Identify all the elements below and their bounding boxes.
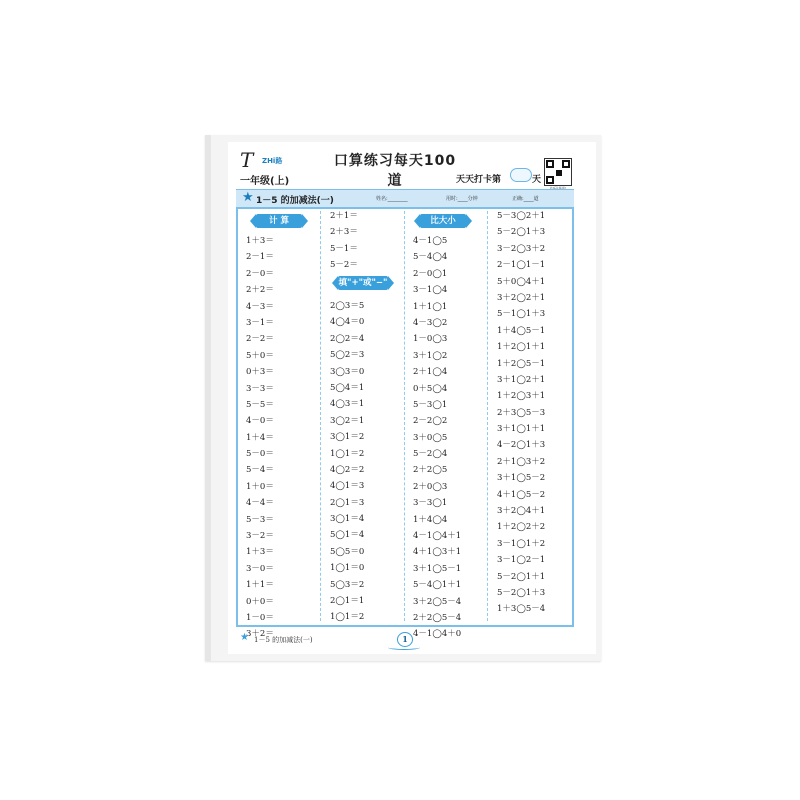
problem-item[interactable]: 4◯2＝2 — [330, 464, 365, 475]
problem-item[interactable]: 5◯4＝1 — [330, 382, 365, 393]
problem-item[interactable]: 2◯2＝4 — [330, 333, 365, 344]
page-number: 1 — [397, 632, 413, 647]
problem-item[interactable]: 1－0＝ — [246, 612, 274, 623]
problem-item[interactable]: 3－1◯2－1 — [497, 555, 546, 566]
problem-item[interactable]: 5－0＝ — [246, 449, 274, 460]
problem-item[interactable]: 3＋2◯4＋1 — [497, 506, 546, 517]
problem-item[interactable]: 1＋3＝ — [246, 236, 274, 246]
brand-mark: T — [240, 148, 254, 172]
problem-item[interactable]: 3◯1＝4 — [330, 514, 365, 525]
problem-item[interactable]: 5－2◯4 — [413, 449, 448, 460]
problem-item[interactable]: 3◯3＝0 — [330, 366, 365, 377]
problem-item[interactable]: 3＋2◯2＋1 — [497, 292, 546, 303]
problem-item[interactable]: 4＋1◯5－2 — [497, 489, 546, 500]
wave-decoration — [388, 645, 420, 650]
checkin-unit: 天 — [532, 175, 542, 185]
cloud-icon — [510, 168, 532, 182]
problem-item[interactable]: 1＋4◯4 — [413, 514, 448, 525]
problem-item[interactable]: 4－1◯4＋0 — [413, 629, 462, 640]
problem-item[interactable]: 2－0◯1 — [413, 268, 448, 279]
problem-item[interactable]: 1＋2◯3＋1 — [497, 391, 546, 402]
problem-item[interactable]: 5－3◯2＋1 — [497, 211, 546, 221]
problem-item[interactable]: 2＋1◯4 — [413, 367, 448, 378]
brand-text: ZHi路 — [262, 157, 283, 165]
problem-item[interactable]: 5－4＝ — [246, 465, 274, 476]
problem-item[interactable]: 4－2◯1＋3 — [497, 440, 546, 451]
problem-item[interactable]: 3◯2＝1 — [330, 415, 365, 426]
problem-item[interactable]: 5＋0◯4＋1 — [497, 276, 546, 287]
problem-item[interactable]: 4－3＝ — [246, 301, 274, 312]
calc-column-2 — [330, 208, 358, 274]
book-edge — [205, 135, 211, 661]
footer-star-icon: ★ — [240, 632, 249, 643]
problem-item[interactable]: 1＋1＝ — [246, 580, 274, 591]
problem-item[interactable]: 4＋1◯3＋1 — [413, 547, 462, 558]
problem-item[interactable]: 2◯3＝5 — [330, 301, 365, 311]
problem-item[interactable]: 3＋1◯2 — [413, 350, 448, 361]
problem-item[interactable]: 2＋3＝ — [330, 227, 358, 238]
problem-item[interactable]: 4◯4＝0 — [330, 317, 365, 328]
footer-lesson: 1－5 的加减法(一) — [254, 636, 313, 644]
problem-item[interactable]: 5◯3＝2 — [330, 579, 365, 590]
problem-item[interactable]: 4◯1＝3 — [330, 481, 365, 492]
score-field[interactable]: 正确:____道 — [512, 196, 539, 202]
problem-item[interactable]: 3＋1◯5－1 — [413, 563, 462, 574]
problem-item[interactable]: 2＋2◯5 — [413, 465, 448, 476]
problem-item[interactable]: 0＋0＝ — [246, 596, 274, 607]
problem-item[interactable]: 1＋4◯5－1 — [497, 325, 546, 336]
lesson-banner — [236, 189, 574, 208]
problem-item[interactable]: 4－3◯2 — [413, 317, 448, 328]
problem-item[interactable]: 2－1＝ — [246, 252, 274, 263]
problem-item[interactable]: 2－0＝ — [246, 268, 274, 279]
problem-item[interactable]: 3－2＝ — [246, 531, 274, 542]
qr-code-icon[interactable] — [544, 158, 572, 186]
problem-item[interactable]: 3－3◯1 — [413, 498, 448, 509]
problem-item[interactable]: 4－1◯5 — [413, 236, 448, 246]
problem-item[interactable]: 3－0＝ — [246, 563, 274, 574]
problem-item[interactable]: 1＋2◯1＋1 — [497, 342, 546, 353]
problem-item[interactable]: 1－0◯3 — [413, 334, 448, 345]
problem-item[interactable]: 3－1＝ — [246, 317, 274, 328]
problem-item[interactable]: 3＋2◯5－4 — [413, 596, 462, 607]
problem-item[interactable]: 3＋0◯5 — [413, 432, 448, 443]
column-divider — [320, 211, 321, 621]
section-fill: 填"+"或"−" — [338, 278, 388, 288]
problem-item[interactable]: 0＋3＝ — [246, 367, 274, 378]
column-divider — [404, 211, 405, 621]
problem-item[interactable]: 5－4◯1＋1 — [413, 580, 462, 591]
problem-item[interactable]: 5◯5＝0 — [330, 546, 365, 557]
problem-item[interactable]: 3－3＝ — [246, 383, 274, 394]
problem-item[interactable]: 5＋0＝ — [246, 350, 274, 361]
problem-item[interactable]: 1◯1＝0 — [330, 563, 365, 574]
problem-item[interactable]: 1◯1＝2 — [330, 612, 365, 623]
problem-item[interactable]: 5－5＝ — [246, 399, 274, 410]
page-title: 口算练习每天100道 — [333, 153, 457, 189]
fill-column — [330, 298, 364, 626]
problem-item[interactable]: 1＋2◯2＋2 — [497, 522, 546, 533]
problem-item[interactable]: 3－2◯3＋2 — [497, 243, 546, 254]
problem-item[interactable]: 2＋2◯5－4 — [413, 612, 462, 623]
problem-item[interactable]: 2◯1＝1 — [330, 596, 365, 607]
problem-item[interactable]: 1＋2◯5－1 — [497, 358, 546, 369]
problem-item[interactable]: 4－1◯4＋1 — [413, 531, 462, 542]
problem-item[interactable]: 1＋4＝ — [246, 432, 274, 443]
problem-item[interactable]: 5◯2＝3 — [330, 350, 365, 361]
brand-logo — [240, 150, 284, 172]
problem-item[interactable]: 1◯1＝2 — [330, 448, 365, 459]
problem-item[interactable]: 5－2◯1＋1 — [497, 571, 546, 582]
problem-item[interactable]: 4－0＝ — [246, 416, 274, 427]
column-divider — [487, 211, 488, 621]
problem-item[interactable]: 5－3◯1 — [413, 399, 448, 410]
problem-item[interactable]: 5－2＝ — [330, 260, 358, 271]
problem-item[interactable]: 2－1◯1－1 — [497, 260, 546, 271]
problem-item[interactable]: 2－2＝ — [246, 334, 274, 345]
problem-item[interactable]: 3＋1◯5－2 — [497, 473, 546, 484]
problem-item[interactable]: 3◯1＝2 — [330, 432, 365, 443]
problem-item[interactable]: 2＋3◯5－3 — [497, 407, 546, 418]
problem-item[interactable]: 2◯1＝3 — [330, 497, 365, 508]
problem-item[interactable]: 5－2◯1＋3 — [497, 587, 546, 598]
problem-item[interactable]: 5－1＝ — [330, 243, 358, 254]
problem-item[interactable]: 3＋2＝ — [246, 629, 274, 640]
problem-item[interactable]: 2－2◯2 — [413, 416, 448, 427]
problem-item[interactable]: 5－3＝ — [246, 514, 274, 525]
problem-item[interactable]: 3－1◯4 — [413, 285, 448, 296]
problem-item[interactable]: 5－4◯4 — [413, 252, 448, 263]
problem-item[interactable]: 3＋1◯1＋1 — [497, 424, 546, 435]
name-field[interactable]: 姓名:________ — [376, 196, 408, 202]
problem-item[interactable]: 0＋5◯4 — [413, 383, 448, 394]
compare-column — [413, 233, 461, 643]
calc-column — [246, 233, 274, 643]
problem-item[interactable]: 5－2◯1＋3 — [497, 227, 546, 238]
checkin-label: 天天打卡第 — [456, 175, 502, 185]
time-field[interactable]: 用时:____分钟 — [446, 196, 478, 202]
problem-item[interactable]: 1＋1◯1 — [413, 301, 448, 312]
problem-item[interactable]: 2＋1◯3＋2 — [497, 456, 546, 467]
problem-item[interactable]: 5－1◯1＋3 — [497, 309, 546, 320]
problem-item[interactable]: 4◯3＝1 — [330, 399, 365, 410]
star-icon: ★ — [242, 190, 254, 205]
problem-item[interactable]: 1＋3＝ — [246, 547, 274, 558]
lesson-title: 1－5 的加减法(一) — [256, 196, 334, 206]
problem-item[interactable]: 3＋1◯2＋1 — [497, 374, 546, 385]
section-calc: 计 算 — [256, 214, 302, 228]
problem-item[interactable]: 5◯1＝4 — [330, 530, 365, 541]
problem-item[interactable]: 1＋0＝ — [246, 481, 274, 492]
problem-item[interactable]: 2＋0◯3 — [413, 481, 448, 492]
section-compare: 比大小 — [420, 214, 466, 228]
grade-label: 一年级(上) — [240, 176, 290, 187]
problem-item[interactable]: 1＋3◯5－4 — [497, 604, 546, 615]
problem-item[interactable]: 2＋2＝ — [246, 285, 274, 296]
compare-column-2 — [497, 208, 545, 618]
problem-item[interactable]: 2＋1＝ — [330, 211, 358, 221]
problem-item[interactable]: 3－1◯1＋2 — [497, 538, 546, 549]
problem-item[interactable]: 4－4＝ — [246, 498, 274, 509]
